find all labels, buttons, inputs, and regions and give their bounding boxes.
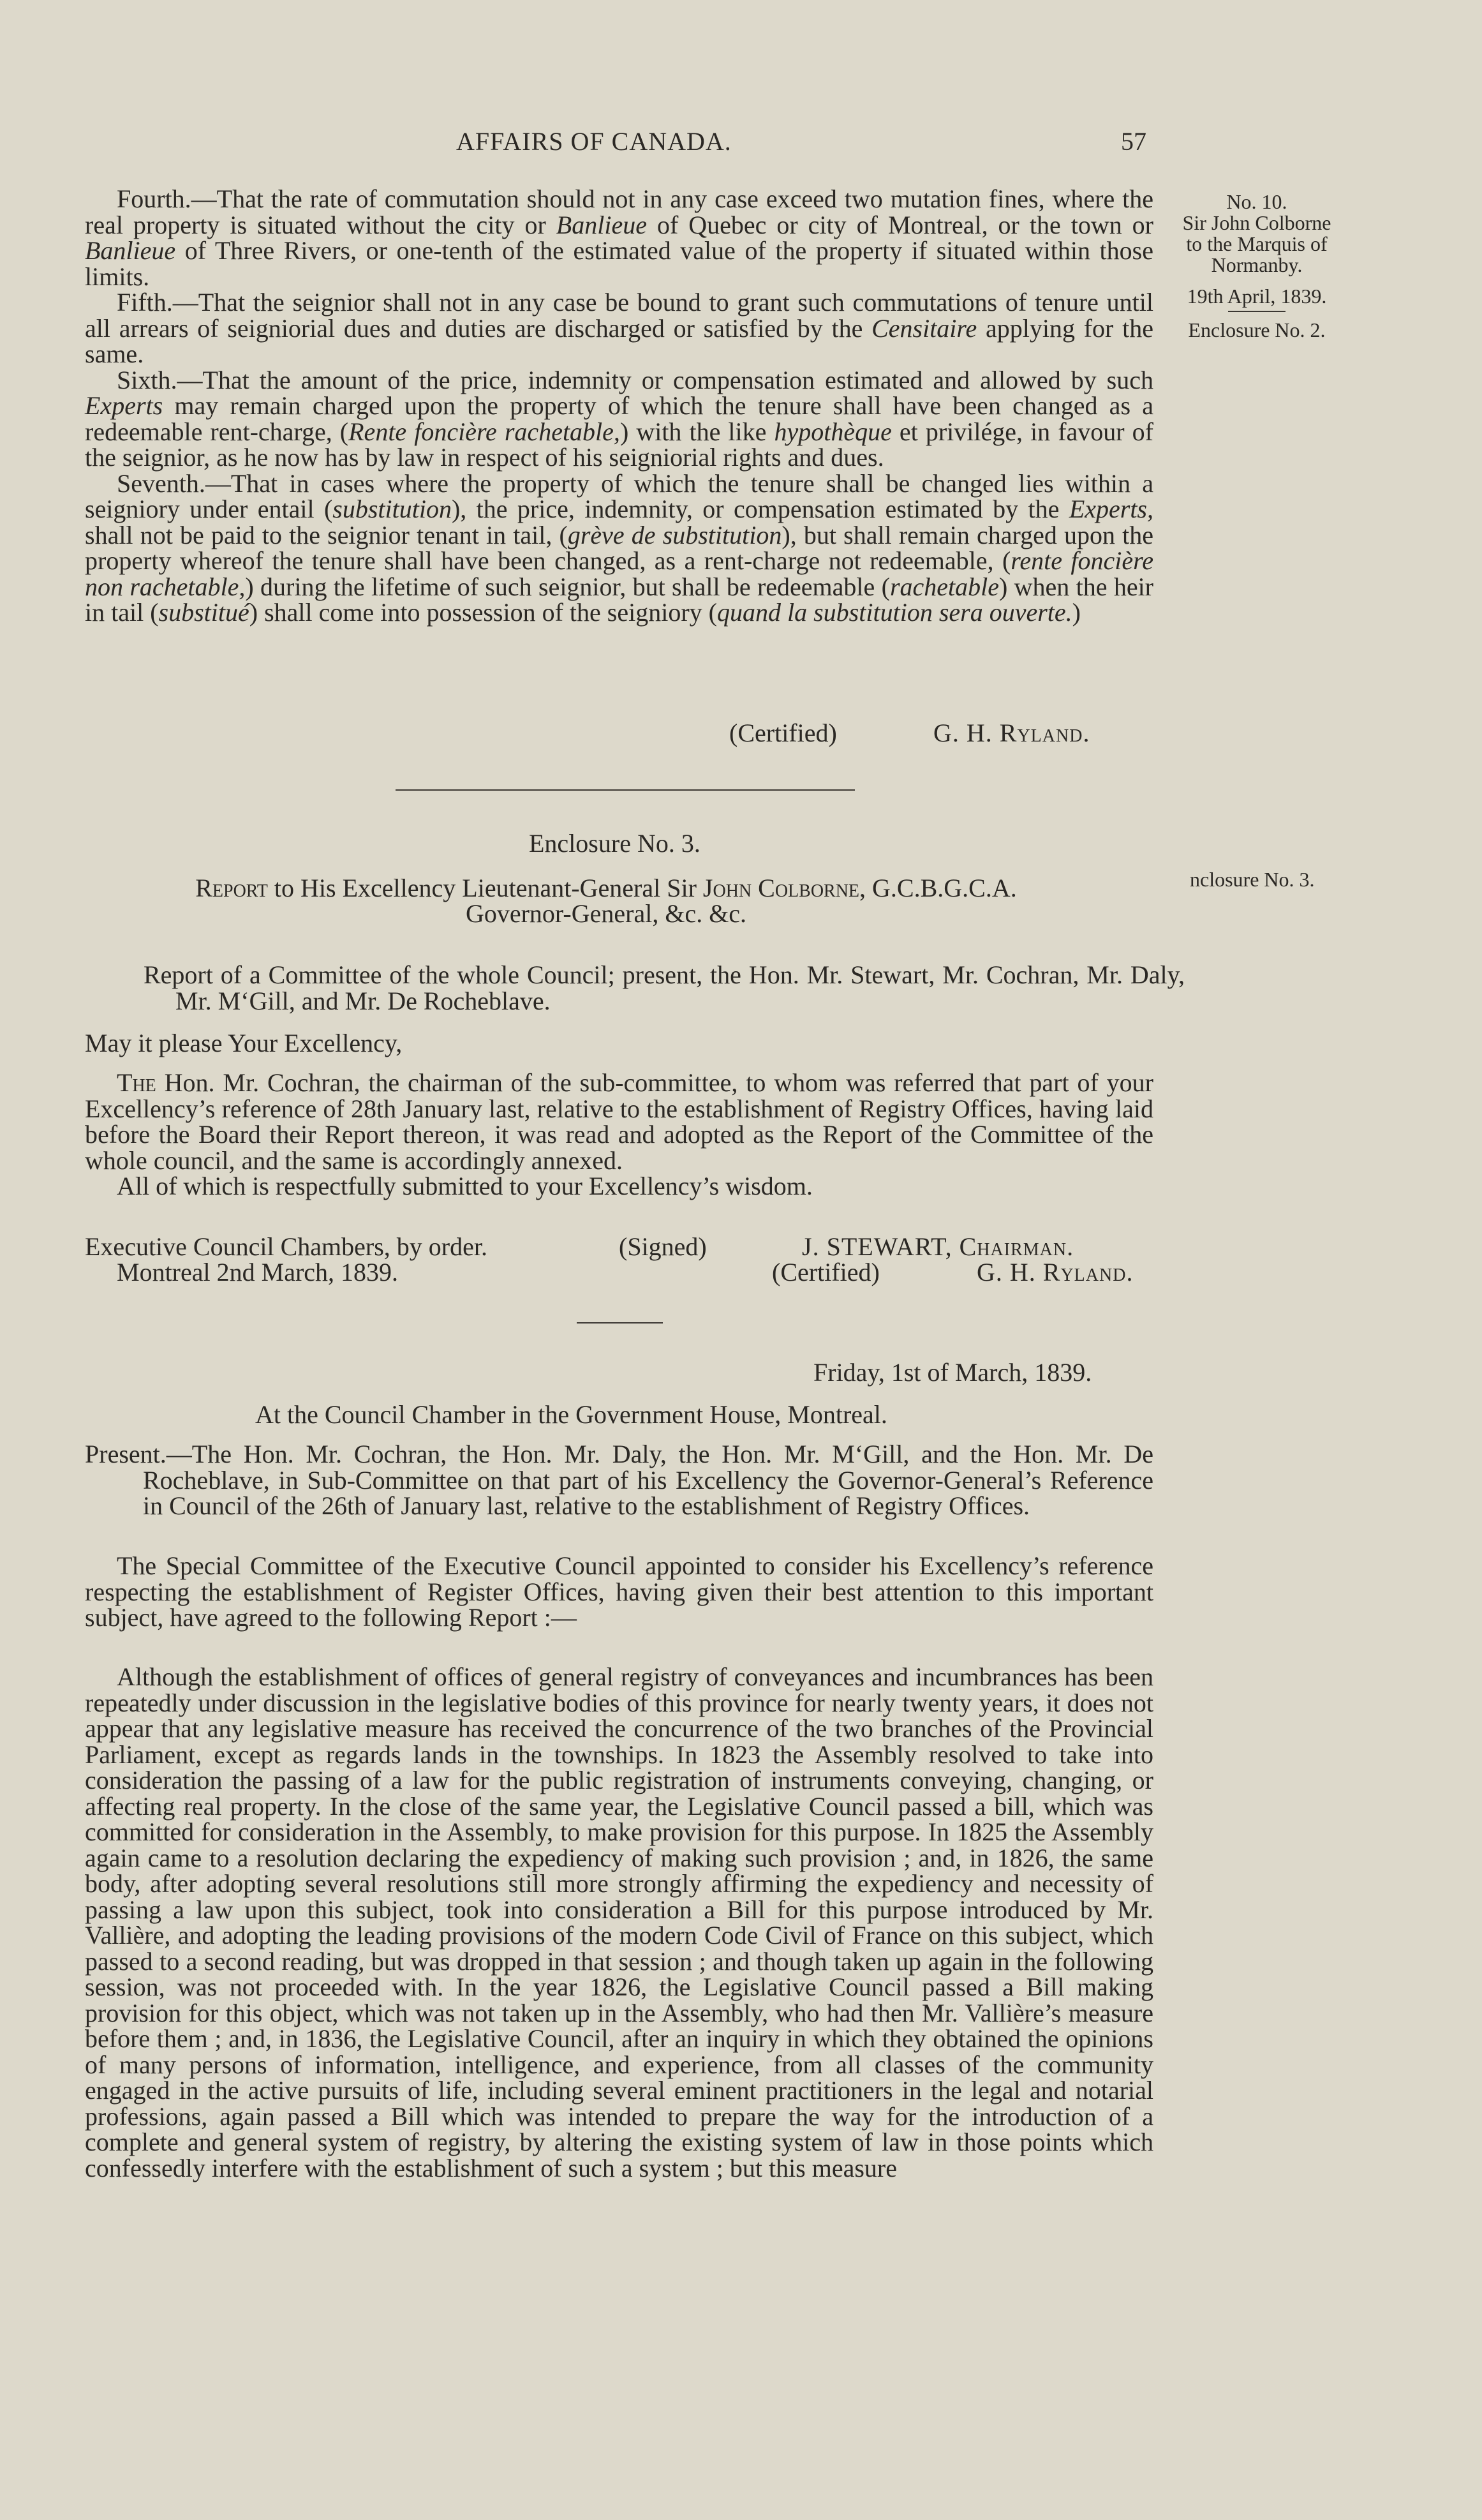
- report-heading: [64, 876, 1148, 927]
- certified-label: (Certified): [772, 1258, 880, 1286]
- enclosure-3-body: [85, 1070, 1153, 1200]
- section-divider: [396, 789, 855, 791]
- stewart-signature: J. STEWART, Chairman.: [802, 1232, 1074, 1261]
- report-heading-line-1: Report to His Excellency Lieutenant-General Sir John Colborne, G.C.B.G.C.A.: [195, 874, 1017, 902]
- enclosure-2-certified: (Certified): [729, 719, 837, 747]
- closing-line: All of which is respectfully submitted to your Excellency’s wisdom.: [117, 1172, 813, 1200]
- paragraph-fourth: Fourth.—That the rate of commutation should not in any case exceed two mutation fines, where the real property is situated without the city or Banlieue of Quebec or city of Montreal, or the town or Banlieue of Three Rivers, or one-tenth of the estimated value of the property if situated within those limits.: [85, 184, 1154, 291]
- sig-left-1: Executive Council Chambers, by order.: [85, 1232, 487, 1261]
- paragraph-seventh: Seventh.—That in cases where the property of which the tenure shall be changed lies within a seigniory under entail (substitution), the price, indemnity, or compensation estimated by the Experts, shall not be paid to the seignior tenant in tail, (grève de substitution), but shall remain charged upon the property whereof the tenure shall have been changed, as a rent-charge not redeemable, (rente foncière non rachetable,) during the lifetime of such seignior, but shall be redeemable (rachetable) when the heir in tail (substitué) shall come into possession of the seigniory (quand la substitution sera ouverte.): [85, 468, 1154, 627]
- margin-note-from: Sir John Colborne: [1182, 211, 1331, 234]
- running-header-title: AFFAIRS OF CANADA.: [456, 127, 732, 156]
- minutes-place: At the Council Chamber in the Government House, Montreal.: [255, 1400, 887, 1429]
- sig-left-2: Montreal 2nd March, 1839.: [117, 1258, 399, 1286]
- margin-note-enclosure-2: Enclosure No. 2.: [1188, 318, 1326, 341]
- enclosure-3-heading: Enclosure No. 3.: [529, 829, 700, 858]
- salutation: May it please Your Excellency,: [85, 1029, 403, 1057]
- minutes-present: Present.—The Hon. Mr. Cochran, the Hon. Mr. Daly, the Hon. Mr. M‘Gill, and the Hon. Mr. De Rocheblave, in Sub-Committee on that part of his Excellency the Governor-General’s Reference in Council of the 26th of January last, relative to the establishment of Registry Offices.: [85, 1440, 1153, 1520]
- ryland-signature: G. H. Ryland.: [977, 1258, 1134, 1286]
- margin-note-enclosure-3: nclosure No. 3.: [1190, 868, 1315, 891]
- committee-line: Report of a Committee of the whole Council; present, the Hon. Mr. Stewart, Mr. Cochran, Mr. Daly, Mr. M‘Gill, and Mr. De Rocheblave.: [144, 960, 1185, 1015]
- margin-note-date: 19th April, 1839.: [1187, 285, 1327, 308]
- signed-label: (Signed): [619, 1232, 707, 1261]
- margin-note-whom: Normanby.: [1211, 253, 1303, 276]
- enclosure-2-signature: G. H. Ryland.: [933, 719, 1090, 747]
- margin-note-number: No. 10.: [1226, 190, 1287, 213]
- minutes-intro: The Special Committee of the Executive Council appointed to consider his Excellency’s reference respecting the establishment of Register Offices, having given their best attention to this important subject, have agreed to the following Report :—: [85, 1551, 1153, 1632]
- enclosure-2-text: [85, 186, 1153, 626]
- margin-note-to: to the Marquis of: [1186, 232, 1328, 255]
- minutes-report: Although the establishment of offices of general registry of conveyances and incumbrances has been repeatedly under discussion in the legislative bodies of this province for nearly twenty years, it does not appear that any legislative measure has received the concurrence of the two branches of the Provincial Parliament, except as regards lands in the townships. In 1823 the Assembly resolved to take into consideration the passing of a law for the public registration of instruments conveying, changing, or affecting real property. In the close of the same year, the Legislative Council passed a bill, which was committed for consideration in the Assembly, to make provision for this purpose. In 1825 the Assembly again came to a resolution declaring the expediency of making such provision ; and, in 1826, the same body, after adopting several resolutions still more strongly affirming the expediency and necessity of passing a law upon this subject, took into consideration a Bill for this purpose introduced by Mr. Vallière, and adopting the leading provisions of the modern Code Civil of France on this subject, which passed to a second reading, but was dropped in that session ; and though taken up again in the following session, was not proceeded with. In the year 1826, the Legislative Council passed a Bill making provision for this object, which was not taken up in the Assembly, who had then Mr. Vallière’s measure before them ; and, in 1836, the Legislative Council, after an inquiry in which they obtained the opinions of many persons of information, intelligence, and experience, from all classes of the community engaged in the active pursuits of life, including several eminent practitioners in the legal and notarial professions, again passed a Bill which was intended to prepare the way for the introduction of a complete and general system of registry, by altering the existing system of law in those points which confessedly interfere with the establishment of such a system ; but this measure: [85, 1662, 1153, 2182]
- short-divider: [577, 1322, 663, 1323]
- paragraph-sixth: Sixth.—That the amount of the price, indemnity or compensation estimated and allowed by such Experts may remain charged upon the property of which the tenure shall have been changed as a redeemable rent-charge, (Rente foncière rachetable,) with the like hypothèque et privilége, in favour of the seignior, as he now has by law in respect of his seigniorial rights and dues.: [85, 365, 1154, 472]
- margin-note-divider: [1228, 311, 1286, 312]
- page-number: 57: [1121, 127, 1146, 156]
- paragraph-fifth: Fifth.—That the seignior shall not in any case be bound to grant such commutations of tenure until all arrears of seigniorial dues and duties are discharged or satisfied by the Censitaire applying for the same.: [85, 288, 1153, 368]
- report-heading-line-2: Governor-General, &c. &c.: [465, 899, 747, 928]
- minutes-date: Friday, 1st of March, 1839.: [813, 1358, 1092, 1387]
- margin-note-letter: [1161, 191, 1352, 341]
- body-paragraph: The Hon. Mr. Cochran, the chairman of the sub-committee, to whom was referred that part of your Excellency’s reference of 28th January last, relative to the establishment of Registry Offices, having laid before the Board their Report thereon, it was read and adopted as the Report of the Committee of the whole council, and the same is accordingly annexed.: [85, 1068, 1153, 1175]
